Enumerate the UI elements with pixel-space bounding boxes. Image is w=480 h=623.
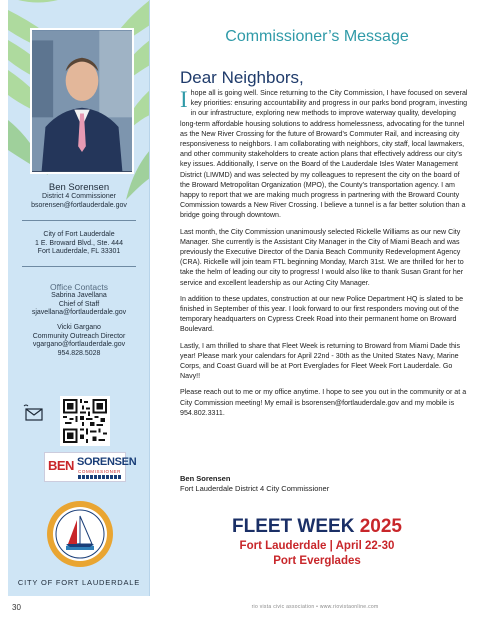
address-line: 1 E. Broward Blvd., Ste. 444 [35, 239, 123, 247]
fleet-week-text: FLEET WEEK [231, 516, 360, 537]
logo-ben-text: BEN [48, 458, 74, 473]
paragraph-text: hope all is going well. Since returning to the City Commission, I have focused on several key priorities: ensuring accountability and progress in our parks bond program, investing in our infrastructure, exploring new methods to improve waterway quality, developing long-term affordable housing solutions to address homelessness, advocating for the tunnel as the New River Crossing for the future of Broward’s Commuter Rail, and increasing city responsiveness to neighbors. I am collaborating with neighbors, city staff, local lawmakers, and other community stakeholders to create action plans that effectively address our city’s key issues. Additionally, I serve on the Board of the Lauderdale Isles Water Management District (LIWMD) and was selected by my colleagues to represent the city on the board of the Broward Metropolitan Organization (MPO), the County’s transportation agency. I am happy to report that we are making much progress in partnering with the Broward County Commission towards a New River Crossing. I believe a tunnel is a far better solution than a bridge going through downtown. [180, 89, 468, 220]
commissioner-email[interactable]: bsorensen@fortlauderdale.gov [31, 201, 127, 209]
city-seal-icon [46, 500, 114, 568]
page-title: Commissioner’s Message [225, 28, 409, 45]
letter-body [180, 88, 468, 424]
contact-name: Vicki Gargano [57, 324, 101, 331]
sidebar-divider [22, 220, 136, 221]
contact-email[interactable]: vgargano@fortlauderdale.gov [32, 341, 126, 348]
signature-name: Ben Sorensen [180, 474, 231, 483]
contact-email[interactable]: sjavellana@fortlauderdale.gov [31, 309, 127, 316]
qr-code-icon [63, 399, 107, 443]
office-contacts-2 [8, 324, 150, 358]
fleet-week-dates: Fort Lauderdale | April 22-30 [239, 540, 395, 552]
logo-commissioner-text: COMMISSIONER [78, 469, 121, 474]
contact-title: Community Outreach Director [32, 332, 126, 340]
address-line: Fort Lauderdale, FL 33301 [37, 248, 121, 255]
fleet-week-year: 2025 [359, 516, 402, 537]
portrait-image [32, 30, 132, 172]
logo-sorensen-text: SORENSEN [77, 456, 137, 468]
sidebar [8, 0, 150, 596]
address-line: City of Fort Lauderdale [43, 231, 115, 238]
contact-phone: 954.828.5028 [57, 349, 101, 357]
signature-title: Fort Lauderdale District 4 City Commissioner [180, 484, 330, 493]
logo-stripes [78, 475, 122, 479]
qr-code[interactable] [60, 396, 110, 446]
commissioner-role: District 4 Commissioner [42, 193, 116, 200]
paragraph: Please reach out to me or my office anytime. I hope to see you out in the community or at a City Commission meeting! My email is bsorensen@fortlauderdale.gov and my mobile is 954.802.3311. [180, 388, 467, 417]
paragraph: Lastly, I am thrilled to share that Fleet Week is returning to Broward from Miami Dade this year! Please mark your calendars for April 22nd - 30th as the United States Navy, Marine Corps, and Coast Guard will be at Port Everglades for Fleet Week Fort Lauderdale. Go Navy!! [180, 341, 461, 381]
commissioner-info [8, 182, 150, 210]
contact-name: Sabrina Javellana [51, 292, 107, 299]
fleet-week-location: Port Everglades [273, 555, 361, 567]
footer-text: rio vista civic association • www.riovistaonline.com [251, 604, 379, 610]
commissioner-name: Ben Sorensen [48, 182, 110, 193]
city-address [8, 231, 150, 257]
city-name-label: CITY OF FORT LAUDERDALE [17, 578, 141, 587]
paragraph: In addition to these updates, construction at our new Police Department HQ is slated to be finished in September of this year. I look forward to our first responders moving out of the temporary headquarters on Cypress Creek Road into their permanent home on Broward Boulevard. [180, 294, 464, 334]
drop-cap: I [180, 87, 188, 112]
office-contacts [8, 282, 150, 318]
salutation: Dear Neighbors, [180, 68, 304, 87]
page-number: 30 [12, 603, 21, 612]
contact-title: Chief of Staff [58, 300, 100, 308]
office-contacts-heading: Office Contacts [50, 282, 108, 292]
sorensen-logo [44, 452, 137, 482]
fleet-week-title [172, 516, 462, 538]
commissioner-portrait [30, 28, 134, 174]
paragraph [180, 88, 468, 221]
sidebar-divider [22, 266, 136, 267]
email-phone-icon [22, 404, 44, 422]
paragraph: Last month, the City Commission unanimously selected Rickelle Williams as our new City Manager. She currently is the Assistant City Manager in the City of Miami Beach and was previously the Executive Director of the Dania Beach Community Redevelopment Agency (CRA). Rickelle will join team FTL beginning Monday, March 31st. We are thrilled for her to take the helm of leading our city to progress! I would also like to thank Susan Grant for her service and excellent leadership as our Acting City Manager. [180, 227, 464, 287]
